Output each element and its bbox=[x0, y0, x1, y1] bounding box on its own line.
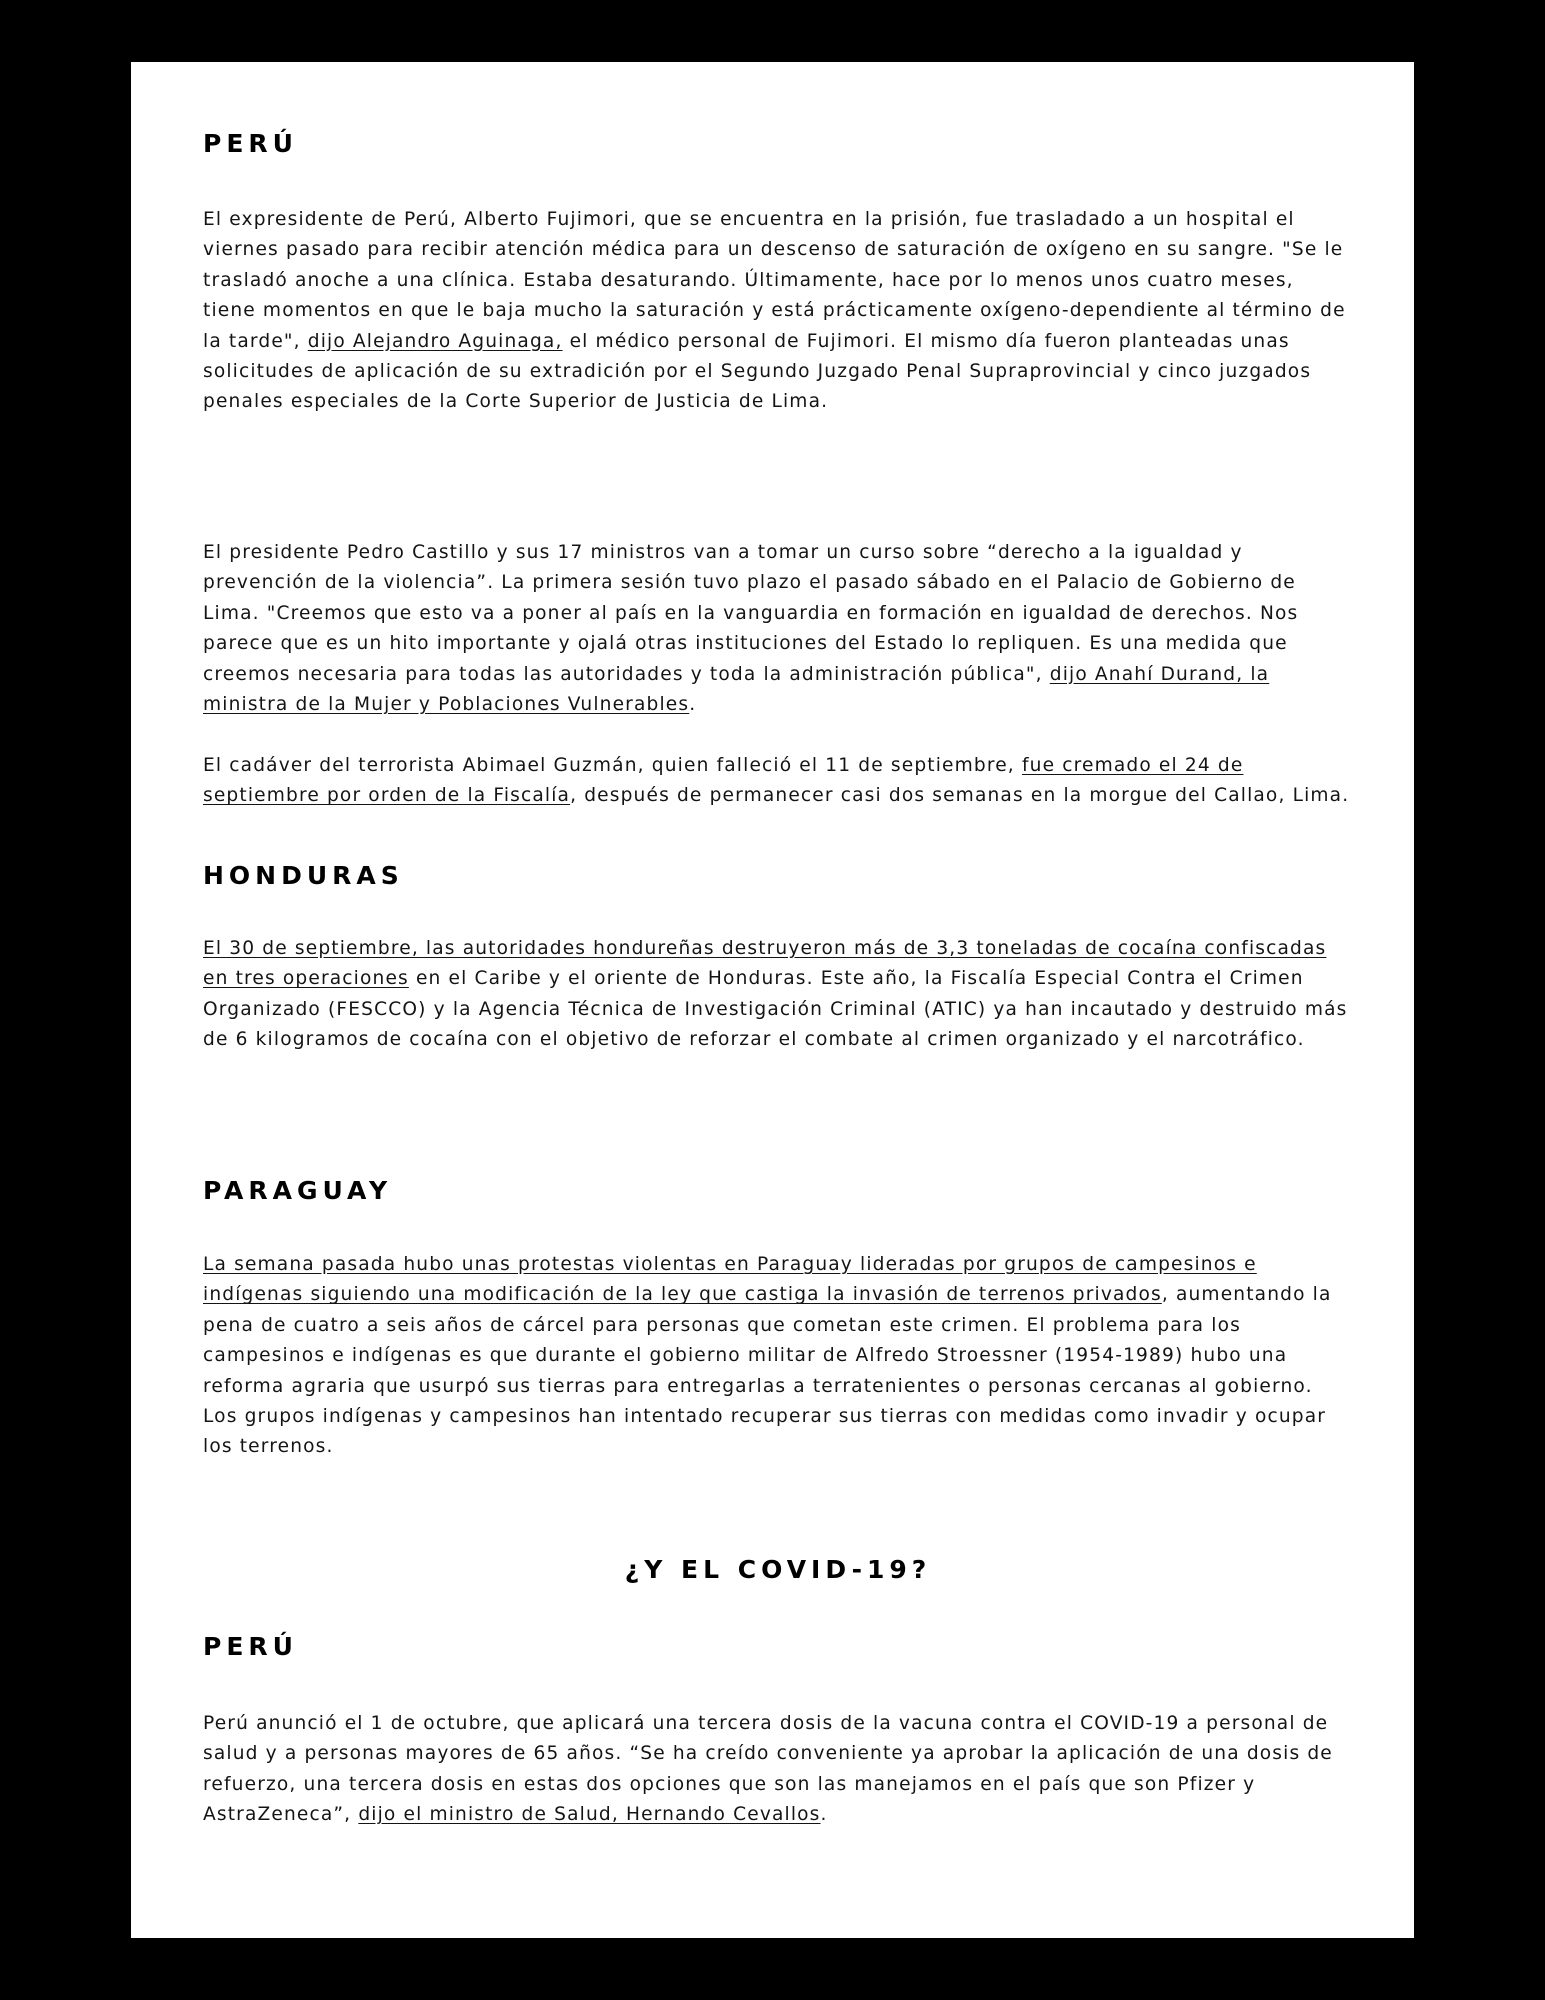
peru-paragraph-2 bbox=[203, 538, 1353, 720]
peru-p2-text-b: . bbox=[689, 694, 697, 716]
covid-p1-text-a: Perú anunció el 1 de octubre, que aplicará una tercera dosis de la vacuna contra el COVID-19 a personal de salud y a personas mayores de 65 años. “Se ha creído conveniente ya aprobar la aplicación de una dosis de refuerzo, una tercera dosis en estas dos opciones que son las manejamos en el país que son Pfizer y AstraZeneca”, bbox=[203, 1713, 1333, 1826]
peru-paragraph-3 bbox=[203, 751, 1353, 812]
peru-p1-text-a: El expresidente de Perú, Alberto Fujimori, que se encuentra en la prisión, fue trasladado a un hospital el viernes pasado para recibir atención médica para un descenso de saturación de oxígeno en su sangre. "Se le trasladó anoche a una clínica. Estaba desaturando. Últimamente, hace por lo menos unos cuatro meses, tiene momentos en que le baja mucho la saturación y está prácticamente oxígeno-dependiente al término de la tarde", bbox=[203, 209, 1346, 352]
document-page bbox=[131, 62, 1414, 1938]
link-guzman-cremado[interactable]: fue cremado el 24 de septiembre por orden de la Fiscalía bbox=[203, 755, 1244, 807]
link-alejandro-aguinaga[interactable]: dijo Alejandro Aguinaga, bbox=[307, 330, 563, 352]
peru-p1-text-b: el médico personal de Fujimori. El mismo día fueron planteadas unas solicitudes de aplicación de su extradición por el Segundo Juzgado Penal Supraprovincial y cinco juzgados penales especiales de la Corte Superior de Justicia de Lima. bbox=[203, 330, 1312, 413]
paraguay-p1-text-b: , aumentando la pena de cuatro a seis años de cárcel para personas que cometan este crimen. El problema para los campesinos e indígenas es que durante el gobierno militar de Alfredo Stroessner (1954-1989) hubo una reforma agraria que usurpó sus tierras para entregarlas a terratenientes o personas cercanas al gobierno. Los grupos indígenas y campesinos han intentado recuperar sus tierras con medidas como invadir y ocupar los terrenos. bbox=[203, 1284, 1332, 1458]
peru-paragraph-1 bbox=[203, 205, 1353, 418]
honduras-paragraph-1 bbox=[203, 934, 1353, 1056]
link-hernando-cevallos[interactable]: dijo el ministro de Salud, Hernando Cevallos bbox=[358, 1804, 821, 1826]
covid-p1-text-b: . bbox=[820, 1804, 828, 1826]
section-heading-peru: PERÚ bbox=[203, 129, 298, 158]
section-heading-honduras: HONDURAS bbox=[203, 861, 404, 890]
peru-p2-text-a: El presidente Pedro Castillo y sus 17 ministros van a tomar un curso sobre “derecho a la igualdad y prevención de la violencia”. La primera sesión tuvo plazo el pasado sábado en el Palacio de Gobierno de Lima. "Creemos que esto va a poner al país en la vanguardia en formación en igualdad de derechos. Nos parece que es un hito importante y ojalá otras instituciones del Estado lo repliquen. Es una medida que creemos necesaria para todas las autoridades y toda la administración pública", bbox=[203, 542, 1299, 685]
covid-peru-paragraph-1 bbox=[203, 1709, 1353, 1831]
section-heading-covid-peru: PERÚ bbox=[203, 1632, 298, 1661]
peru-p3-text-b: , después de permanecer casi dos semanas en la morgue del Callao, Lima. bbox=[570, 785, 1350, 807]
honduras-p1-text-b: en el Caribe y el oriente de Honduras. Este año, la Fiscalía Especial Contra el Crimen Organizado (FESCCO) y la Agencia Técnica de Investigación Criminal (ATIC) ya han incautado y destruido más de 6 kilogramos de cocaína con el objetivo de reforzar el combate al crimen organizado y el narcotráfico. bbox=[203, 968, 1348, 1051]
paraguay-paragraph-1 bbox=[203, 1250, 1353, 1463]
peru-p3-text-a: El cadáver del terrorista Abimael Guzmán, quien falleció el 11 de septiembre, bbox=[203, 755, 1022, 776]
section-heading-covid: ¿Y EL COVID-19? bbox=[624, 1555, 932, 1584]
link-honduras-cocaina[interactable]: El 30 de septiembre, las autoridades hondureñas destruyeron más de 3,3 toneladas de cocaína confiscadas en tres operaciones bbox=[203, 938, 1327, 990]
link-paraguay-protestas[interactable]: La semana pasada hubo unas protestas violentas en Paraguay lideradas por grupos de campesinos e indígenas siguiendo una modificación de la ley que castiga la invasión de terrenos privados bbox=[203, 1254, 1257, 1306]
link-anahi-durand[interactable]: dijo Anahí Durand, la ministra de la Mujer y Poblaciones Vulnerables bbox=[203, 663, 1270, 716]
section-heading-paraguay: PARAGUAY bbox=[203, 1176, 393, 1205]
